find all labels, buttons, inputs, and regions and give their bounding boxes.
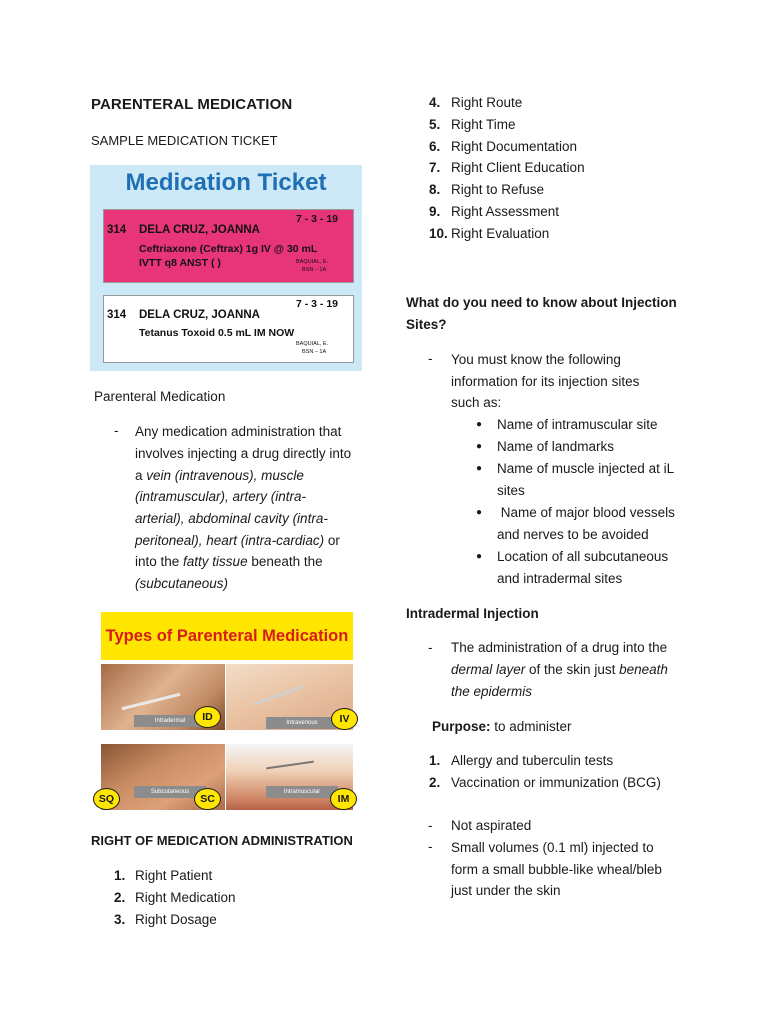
list-item: Right Dosage: [135, 912, 217, 927]
section-subtitle: SAMPLE MEDICATION TICKET: [91, 133, 278, 148]
note-volume-cont: just under the skin: [451, 883, 561, 898]
ticket-room: 314: [107, 309, 127, 321]
dash-marker: -: [428, 839, 433, 854]
note-volume-cont: form a small bubble-like wheal/bleb: [451, 862, 662, 877]
list-item: Right Assessment: [451, 204, 560, 219]
list-item: Right Time: [451, 117, 516, 132]
ticket-card-ceftriaxone: [103, 209, 354, 283]
needle-icon: [253, 685, 303, 706]
needle-icon: [266, 761, 314, 770]
question-heading: What do you need to know about Injection: [406, 295, 677, 310]
ticket-signature-name: BAQUIAL, E.: [296, 341, 329, 347]
purpose-line: Purpose: to administer: [432, 719, 572, 734]
list-item: Location of all subcutaneous: [497, 549, 669, 564]
note-not-aspirated: Not aspirated: [451, 818, 532, 833]
types-of-parenteral-image: [90, 612, 362, 812]
list-item: Name of major blood vessels: [497, 505, 675, 520]
know-text: information for its injection sites: [451, 374, 640, 389]
bullet-icon: ●: [476, 463, 483, 474]
syringe-icon: [122, 693, 181, 710]
oval-iv: IV: [331, 708, 358, 730]
list-item: Right to Refuse: [451, 182, 545, 197]
list-item-cont: and nerves to be avoided: [497, 527, 649, 542]
bullet-icon: ●: [476, 441, 483, 452]
oval-sq: SQ: [93, 788, 120, 810]
know-text: You must know the following: [451, 352, 621, 367]
list-item-cont: and intradermal sites: [497, 571, 623, 586]
ticket-order-line2: IVTT q8 ANST ( ): [139, 257, 221, 269]
ticket-room: 314: [107, 224, 127, 236]
ticket-order-line1: Tetanus Toxoid 0.5 mL IM NOW: [139, 327, 295, 339]
tag-subcutaneous: Subcutaneous: [134, 786, 206, 798]
list-item: Allergy and tuberculin tests: [451, 753, 614, 768]
parenteral-heading: Parenteral Medication: [94, 389, 226, 404]
note-volume: Small volumes (0.1 ml) injected to: [451, 840, 654, 855]
types-banner: Types of Parenteral Medication: [101, 612, 353, 660]
list-item: Name of intramuscular site: [497, 417, 658, 432]
oval-id: ID: [194, 706, 221, 728]
ticket-patient: DELA CRUZ, JOANNA: [139, 224, 260, 236]
ticket-date: 7 - 3 - 19: [296, 213, 339, 225]
medication-ticket-image: [90, 165, 362, 371]
ticket-patient: DELA CRUZ, JOANNA: [139, 309, 260, 321]
ticket-signature-section: BSN – 1A: [302, 267, 327, 273]
tag-intravenous: Intravenous: [266, 717, 338, 729]
list-item: Right Medication: [135, 890, 236, 905]
list-item: Name of muscle injected at iL: [497, 461, 675, 476]
ticket-signature-section: BSN – 1A: [302, 349, 327, 355]
dash-marker: -: [428, 818, 433, 833]
ticket-card-tetanus: [103, 295, 354, 363]
bullet-icon: ●: [476, 551, 483, 562]
ticket-order-line1: Ceftriaxone (Ceftrax) 1g IV @ 30 mL: [139, 243, 318, 255]
page-title: PARENTERAL MEDICATION: [91, 96, 293, 113]
list-item: Name of landmarks: [497, 439, 615, 454]
ticket-signature-name: BAQUIAL, E.: [296, 259, 329, 265]
rights-heading: RIGHT OF MEDICATION ADMINISTRATION: [91, 833, 353, 848]
list-item: Right Patient: [135, 868, 213, 883]
tag-intramuscular: Intramuscular: [266, 786, 338, 798]
list-item: Right Documentation: [451, 139, 578, 154]
ticket-date: 7 - 3 - 19: [296, 298, 339, 310]
dash-marker: -: [428, 351, 433, 366]
dash-marker: -: [428, 640, 433, 655]
oval-im: IM: [330, 788, 357, 810]
ticket-heading: Medication Ticket: [125, 169, 327, 196]
list-item: Right Client Education: [451, 160, 585, 175]
tag-intradermal: Intradermal: [134, 715, 206, 727]
intradermal-heading: Intradermal Injection: [406, 606, 539, 621]
list-item: Right Route: [451, 95, 523, 110]
oval-sc: SC: [194, 788, 221, 810]
know-text: such as:: [451, 395, 502, 410]
dash-marker: -: [114, 423, 119, 438]
bullet-icon: ●: [476, 507, 483, 518]
list-item: Right Evaluation: [451, 226, 550, 241]
list-item: Vaccination or immunization (BCG): [451, 775, 661, 790]
question-heading-cont: Sites?: [406, 317, 447, 332]
bullet-icon: ●: [476, 419, 483, 430]
list-item-cont: sites: [497, 483, 525, 498]
